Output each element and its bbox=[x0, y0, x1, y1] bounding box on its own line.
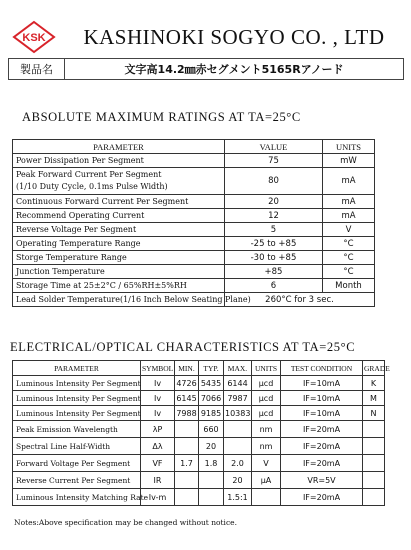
elec-unit: nm bbox=[252, 421, 281, 438]
elec-grade bbox=[363, 455, 385, 472]
abs-param: Operating Temperature Range bbox=[13, 237, 225, 251]
elec-param: Reverse Current Per Segment bbox=[13, 472, 141, 489]
elec-header-param: PARAMETER bbox=[13, 361, 141, 376]
abs-param: Reverse Voltage Per Segment bbox=[13, 223, 225, 237]
abs-unit: V bbox=[323, 223, 375, 237]
abs-value: -25 to +85 bbox=[225, 237, 323, 251]
product-name: 文字高14.2㎜赤セグメント5165Rアノード bbox=[124, 63, 344, 76]
elec-typ: 1.8 bbox=[199, 455, 224, 472]
abs-param: Recommend Operating Current bbox=[13, 209, 225, 223]
abs-max-title: ABSOLUTE MAXIMUM RATINGS AT TA=25°C bbox=[22, 110, 301, 124]
table-row bbox=[13, 265, 375, 279]
table-row bbox=[13, 279, 375, 293]
elec-header-test: TEST CONDITION bbox=[281, 361, 363, 376]
elec-header-min: MIN. bbox=[175, 361, 199, 376]
elec-min: 7988 bbox=[175, 406, 199, 421]
abs-unit: °C bbox=[323, 237, 375, 251]
elec-unit: μcd bbox=[252, 406, 281, 421]
elec-test: IF=10mA bbox=[281, 406, 363, 421]
elec-param: Spectral Line Half-Width bbox=[13, 438, 141, 455]
abs-value: -30 to +85 bbox=[225, 251, 323, 265]
abs-param bbox=[13, 168, 225, 195]
elec-max: 20 bbox=[224, 472, 252, 489]
table-row bbox=[13, 376, 385, 391]
elec-typ: 7066 bbox=[199, 391, 224, 406]
table-row bbox=[13, 406, 385, 421]
elec-max: 2.0 bbox=[224, 455, 252, 472]
abs-unit: °C bbox=[323, 251, 375, 265]
elec-grade bbox=[363, 472, 385, 489]
table-row bbox=[13, 251, 375, 265]
elec-min bbox=[175, 421, 199, 438]
logo-text: KSK bbox=[22, 32, 46, 44]
table-row bbox=[13, 438, 385, 455]
elec-grade: K bbox=[363, 376, 385, 391]
abs-param: Storge Temperature Range bbox=[13, 251, 225, 265]
elec-test: IF=10mA bbox=[281, 376, 363, 391]
table-row bbox=[13, 223, 375, 237]
abs-header-param: PARAMETER bbox=[13, 140, 225, 154]
table-row bbox=[13, 455, 385, 472]
elec-max bbox=[224, 438, 252, 455]
elec-min: 1.7 bbox=[175, 455, 199, 472]
elec-test: VR=5V bbox=[281, 472, 363, 489]
ksk-logo bbox=[12, 20, 56, 54]
abs-param: Power Dissipation Per Segment bbox=[13, 154, 225, 168]
elec-param: Luminous Intensity Matching Rate bbox=[13, 489, 141, 506]
abs-unit: Month bbox=[323, 279, 375, 293]
elec-title: ELECTRICAL/OPTICAL CHARACTERISTICS AT TA=25°C bbox=[10, 340, 356, 354]
elec-max: 7987 bbox=[224, 391, 252, 406]
abs-max-table bbox=[12, 139, 375, 307]
abs-header-value: VALUE bbox=[225, 140, 323, 154]
abs-param: Continuous Forward Current Per Segment bbox=[13, 195, 225, 209]
elec-symbol: Iv bbox=[141, 391, 175, 406]
abs-param-line2: (1/10 Duty Cycle, 0.1ms Pulse Width) bbox=[16, 182, 168, 191]
abs-value: 12 bbox=[225, 209, 323, 223]
elec-unit bbox=[252, 489, 281, 506]
elec-min: 6145 bbox=[175, 391, 199, 406]
elec-test: IF=20mA bbox=[281, 455, 363, 472]
elec-symbol: Iv-m bbox=[141, 489, 175, 506]
elec-max: 10383 bbox=[224, 406, 252, 421]
elec-param: Luminous Intensity Per Segment bbox=[13, 391, 141, 406]
table-row bbox=[13, 168, 375, 195]
elec-header-units: UNITS bbox=[252, 361, 281, 376]
table-row bbox=[13, 195, 375, 209]
elec-test: IF=10mA bbox=[281, 391, 363, 406]
elec-header-grade: GRADE bbox=[363, 361, 385, 376]
elec-typ: 9185 bbox=[199, 406, 224, 421]
product-row bbox=[8, 58, 404, 80]
elec-symbol: VF bbox=[141, 455, 175, 472]
elec-unit: μA bbox=[252, 472, 281, 489]
elec-typ: 5435 bbox=[199, 376, 224, 391]
elec-param: Peak Emission Wavelength bbox=[13, 421, 141, 438]
elec-max: 6144 bbox=[224, 376, 252, 391]
table-row bbox=[13, 237, 375, 251]
elec-grade bbox=[363, 438, 385, 455]
abs-param: Storage Time at 25±2°C / 65%RH±5%RH bbox=[13, 279, 225, 293]
product-label: 製品名 bbox=[9, 59, 65, 79]
elec-typ: 20 bbox=[199, 438, 224, 455]
elec-param: Forward Voltage Per Segment bbox=[13, 455, 141, 472]
abs-value: 6 bbox=[225, 279, 323, 293]
abs-value: 75 bbox=[225, 154, 323, 168]
elec-symbol: Iv bbox=[141, 376, 175, 391]
elec-test: IF=20mA bbox=[281, 421, 363, 438]
company-name: KASHINOKI SOGYO CO. , LTD bbox=[83, 24, 385, 49]
elec-typ: 660 bbox=[199, 421, 224, 438]
elec-symbol: Δλ bbox=[141, 438, 175, 455]
abs-header-row bbox=[13, 140, 375, 154]
abs-value: 5 bbox=[225, 223, 323, 237]
table-row bbox=[13, 209, 375, 223]
elec-symbol: Iv bbox=[141, 406, 175, 421]
elec-symbol: λP bbox=[141, 421, 175, 438]
abs-unit: mA bbox=[323, 209, 375, 223]
elec-symbol: IR bbox=[141, 472, 175, 489]
table-row bbox=[13, 472, 385, 489]
elec-grade: M bbox=[363, 391, 385, 406]
table-row bbox=[13, 293, 375, 307]
abs-param-line1: Peak Forward Current Per Segment bbox=[16, 170, 162, 179]
document-header bbox=[8, 6, 402, 78]
elec-typ bbox=[199, 489, 224, 506]
abs-value: +85 bbox=[225, 265, 323, 279]
table-row bbox=[13, 154, 375, 168]
elec-unit: μcd bbox=[252, 391, 281, 406]
elec-unit: μcd bbox=[252, 376, 281, 391]
abs-param: Junction Temperature bbox=[13, 265, 225, 279]
abs-value: 80 bbox=[225, 168, 323, 195]
elec-unit: nm bbox=[252, 438, 281, 455]
elec-header-row bbox=[13, 361, 385, 376]
abs-unit: mA bbox=[323, 195, 375, 209]
elec-min bbox=[175, 489, 199, 506]
elec-typ bbox=[199, 472, 224, 489]
elec-grade: N bbox=[363, 406, 385, 421]
elec-max: 1.5:1 bbox=[224, 489, 252, 506]
elec-header-max: MAX. bbox=[224, 361, 252, 376]
elec-table bbox=[12, 360, 390, 506]
notes: Notes:Above specification may be changed without notice. bbox=[14, 518, 237, 527]
abs-unit: mA bbox=[323, 168, 375, 195]
elec-min bbox=[175, 472, 199, 489]
table-row bbox=[13, 391, 385, 406]
abs-unit: °C bbox=[323, 265, 375, 279]
abs-value: 20 bbox=[225, 195, 323, 209]
elec-param: Luminous Intensity Per Segment bbox=[13, 376, 141, 391]
table-row bbox=[13, 421, 385, 438]
elec-header-symbol: SYMBOL bbox=[141, 361, 175, 376]
elec-min bbox=[175, 438, 199, 455]
elec-grade bbox=[363, 489, 385, 506]
elec-max bbox=[224, 421, 252, 438]
elec-test: IF=20mA bbox=[281, 438, 363, 455]
elec-grade bbox=[363, 421, 385, 438]
elec-header-typ: TYP. bbox=[199, 361, 224, 376]
elec-unit: V bbox=[252, 455, 281, 472]
elec-min: 4726 bbox=[175, 376, 199, 391]
abs-param: Lead Solder Temperature(1/16 Inch Below Seating Plane) bbox=[13, 293, 225, 307]
elec-test: IF=20mA bbox=[281, 489, 363, 506]
abs-unit: mW bbox=[323, 154, 375, 168]
abs-value: 260°C for 3 sec. bbox=[225, 293, 375, 307]
elec-param: Luminous Intensity Per Segment bbox=[13, 406, 141, 421]
abs-header-units: UNITS bbox=[323, 140, 375, 154]
table-row bbox=[13, 489, 385, 506]
